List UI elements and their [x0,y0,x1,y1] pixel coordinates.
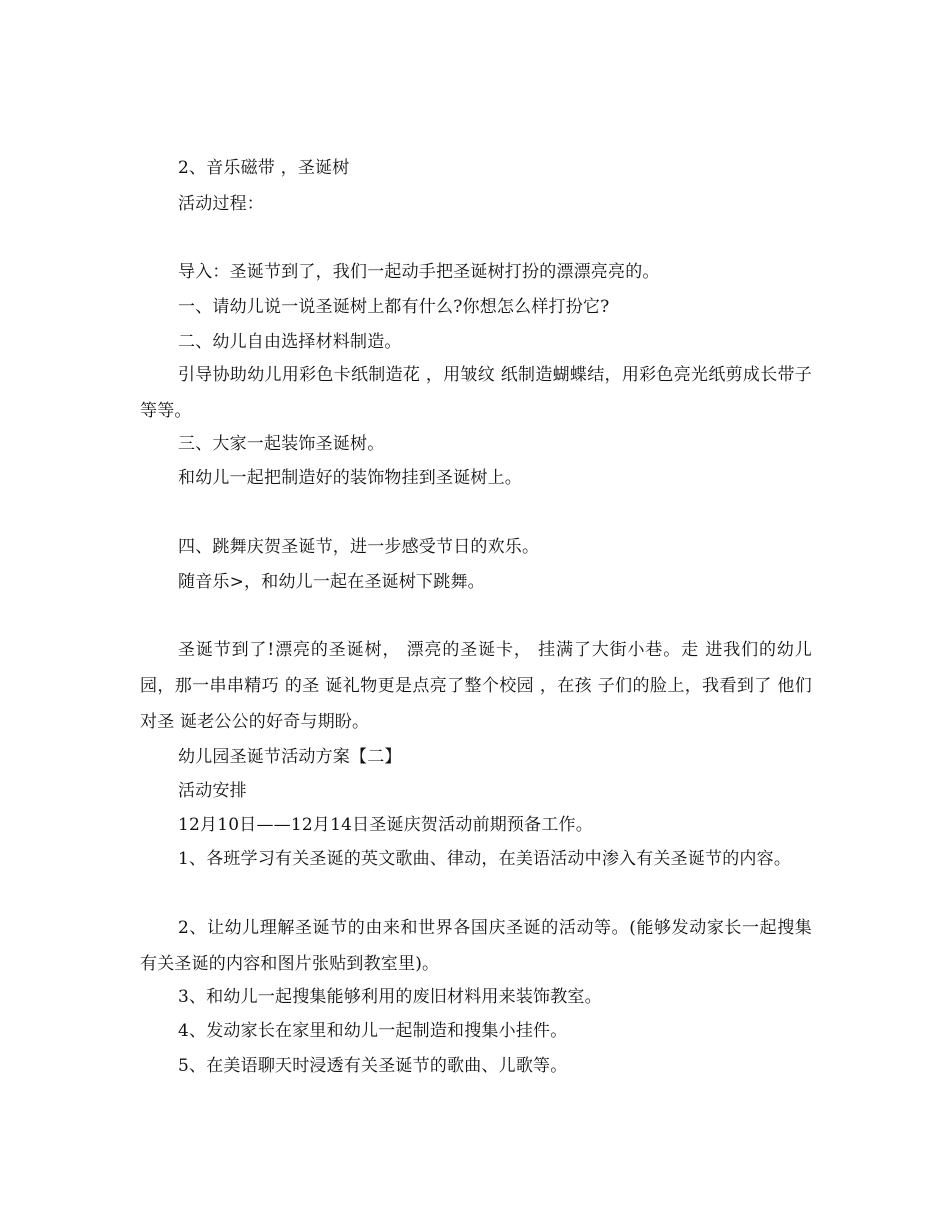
paragraph: 5、在美语聊天时浸透有关圣诞节的歌曲、儿歌等。 [178,1056,568,1076]
paragraph: 三、大家一起装饰圣诞树。 [178,434,385,454]
paragraph: 随音乐>，和幼儿一起在圣诞树下跳舞。 [178,572,485,592]
paragraph: 导入：圣诞节到了，我们一起动手把圣诞树打扮的漂漂亮亮的。 [178,262,660,282]
paragraph: 和幼儿一起把制造好的装饰物挂到圣诞树上。 [178,468,522,488]
paragraph: 引导协助幼儿用彩色卡纸制造花 ，用皱纹 纸制造蝴蝶结，用彩色亮光纸剪成长带子等等。 [140,365,812,421]
paragraph: 2、让幼儿理解圣诞节的由来和世界各国庆圣诞的活动等。(能够发动家长一起搜集有关圣诞的内容和图片张贴到教室里)。 [140,918,812,974]
paragraph: 二、幼儿自由选择材料制造。 [178,332,402,352]
paragraph: 2、音乐磁带 ，圣诞树 [178,158,350,178]
paragraph: 3、和幼儿一起搜集能够利用的废旧材料用来装饰教室。 [178,987,602,1007]
paragraph: 圣诞节到了!漂亮的圣诞树， 漂亮的圣诞卡， 挂满了大街小巷。走 进我们的幼儿园，那一串串精巧 的圣 诞礼物更是点亮了整个校园 ，在孩 子们的脸上，我看到了 他们对圣 诞老公公的好奇与期盼。 [140,640,812,732]
section-heading: 幼儿园圣诞节活动方案【二】 [178,747,402,767]
paragraph: 12月10日——12月14日圣诞庆贺活动前期预备工作。 [178,815,593,835]
paragraph: 活动安排 [178,781,247,801]
paragraph: 四、跳舞庆贺圣诞节，进一步感受节日的欢乐。 [178,537,540,557]
paragraph: 4、发动家长在家里和幼儿一起制造和搜集小挂件。 [178,1021,568,1041]
paragraph: 1、各班学习有关圣诞的英文歌曲、律动，在美语活动中渗入有关圣诞节的内容。 [178,849,792,869]
paragraph: 一、请幼儿说一说圣诞树上都有什么?你想怎么样打扮它? [178,297,610,317]
paragraph: 活动过程： [178,194,264,214]
